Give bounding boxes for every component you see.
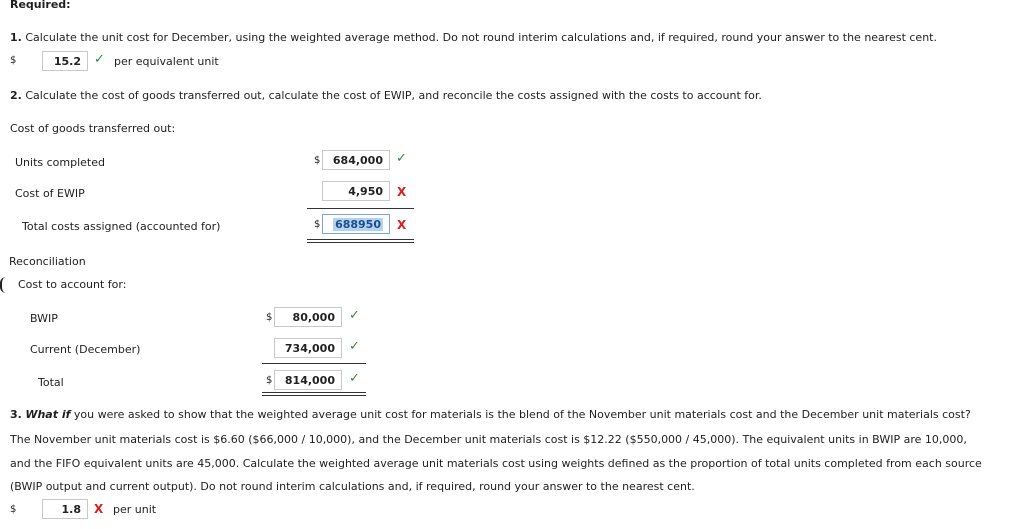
q3-line-2: The November unit materials cost is $6.60 ($66,000 / 10,000), and the December unit materials cost is $12.22 ($550,000 / 45,000). The equivalent units in BWIP are 10,000, bbox=[10, 433, 967, 446]
q3-answer-input[interactable] bbox=[42, 499, 88, 519]
units-completed-currency: $ bbox=[314, 155, 321, 166]
q3-currency: $ bbox=[10, 504, 17, 515]
cost-ewip-value: 4,950 bbox=[348, 184, 383, 198]
q2-number: 2. bbox=[10, 89, 22, 102]
q1-currency: $ bbox=[10, 55, 17, 66]
cost-transferred-label: Cost of goods transferred out: bbox=[10, 122, 176, 135]
cost-ewip-label: Cost of EWIP bbox=[15, 187, 85, 200]
q2-text: Calculate the cost of goods transferred out, calculate the cost of EWIP, and reconcile the costs assigned with the costs to account for. bbox=[25, 89, 762, 102]
current-december-input[interactable] bbox=[274, 338, 342, 358]
required-heading: Required: bbox=[10, 0, 71, 11]
side-cursor bbox=[0, 277, 6, 293]
q3-answer-value: 1.8 bbox=[61, 502, 81, 516]
bwip-currency: $ bbox=[266, 312, 273, 323]
recon-total-currency: $ bbox=[266, 375, 273, 386]
total-rule-top bbox=[307, 208, 414, 209]
q3-number: 3. bbox=[10, 408, 22, 421]
q3-what-if: What if bbox=[25, 408, 71, 421]
total-rule-bottom-1 bbox=[307, 239, 414, 240]
q1-check-icon: ✓ bbox=[94, 52, 105, 67]
q3-cross-icon: X bbox=[94, 502, 104, 516]
q1-text: Calculate the unit cost for December, using the weighted average method. Do not round interim calculations and, if required, round your answer to the nearest cent. bbox=[25, 31, 937, 44]
recon-rule-bottom-1 bbox=[262, 392, 366, 393]
q3-unit-label: per unit bbox=[113, 503, 157, 516]
q1-unit-label: per equivalent unit bbox=[114, 55, 219, 68]
bwip-check-icon: ✓ bbox=[349, 308, 360, 323]
units-completed-input[interactable] bbox=[322, 150, 390, 170]
q2-prompt bbox=[10, 89, 762, 102]
bwip-label: BWIP bbox=[30, 312, 58, 325]
cost-ewip-cross-icon: X bbox=[397, 185, 407, 199]
current-december-value: 734,000 bbox=[284, 341, 335, 355]
q3-line-1 bbox=[10, 408, 971, 421]
total-assigned-cross-icon: X bbox=[397, 218, 407, 232]
q1-answer-input[interactable] bbox=[42, 51, 88, 71]
recon-rule-top bbox=[262, 363, 366, 364]
total-assigned-value: 688950 bbox=[335, 217, 381, 231]
cost-ewip-input[interactable] bbox=[322, 181, 390, 201]
cost-to-account-label: Cost to account for: bbox=[18, 278, 127, 291]
recon-total-check-icon: ✓ bbox=[349, 371, 360, 386]
total-assigned-label: Total costs assigned (accounted for) bbox=[22, 220, 221, 233]
total-assigned-input[interactable] bbox=[322, 214, 390, 234]
recon-total-input[interactable] bbox=[274, 370, 342, 390]
units-completed-check-icon: ✓ bbox=[396, 151, 407, 166]
q3-line-3: and the FIFO equivalent units are 45,000. Calculate the weighted average unit materials cost using weights defined as the proportion of total units completed from each source bbox=[10, 457, 982, 470]
q1-number: 1. bbox=[10, 31, 22, 44]
total-assigned-currency: $ bbox=[314, 219, 321, 230]
q1-prompt bbox=[10, 31, 937, 44]
reconciliation-label: Reconciliation bbox=[9, 255, 86, 268]
current-december-label: Current (December) bbox=[30, 343, 141, 356]
units-completed-value: 684,000 bbox=[332, 153, 383, 167]
q3-text-1: you were asked to show that the weighted average unit cost for materials is the blend of the November unit materials cost and the December unit materials cost? bbox=[73, 408, 971, 421]
bwip-input[interactable] bbox=[274, 307, 342, 327]
total-rule-bottom-2 bbox=[307, 242, 414, 243]
recon-total-value: 814,000 bbox=[284, 373, 335, 387]
recon-rule-bottom-2 bbox=[262, 395, 366, 396]
units-completed-label: Units completed bbox=[15, 156, 105, 169]
q1-answer-value: 15.2 bbox=[53, 54, 81, 68]
q3-line-4: (BWIP output and current output). Do not round interim calculations and, if required, round your answer to the nearest cent. bbox=[10, 480, 695, 493]
recon-total-label: Total bbox=[38, 376, 64, 389]
current-december-check-icon: ✓ bbox=[349, 339, 360, 354]
bwip-value: 80,000 bbox=[292, 310, 335, 324]
